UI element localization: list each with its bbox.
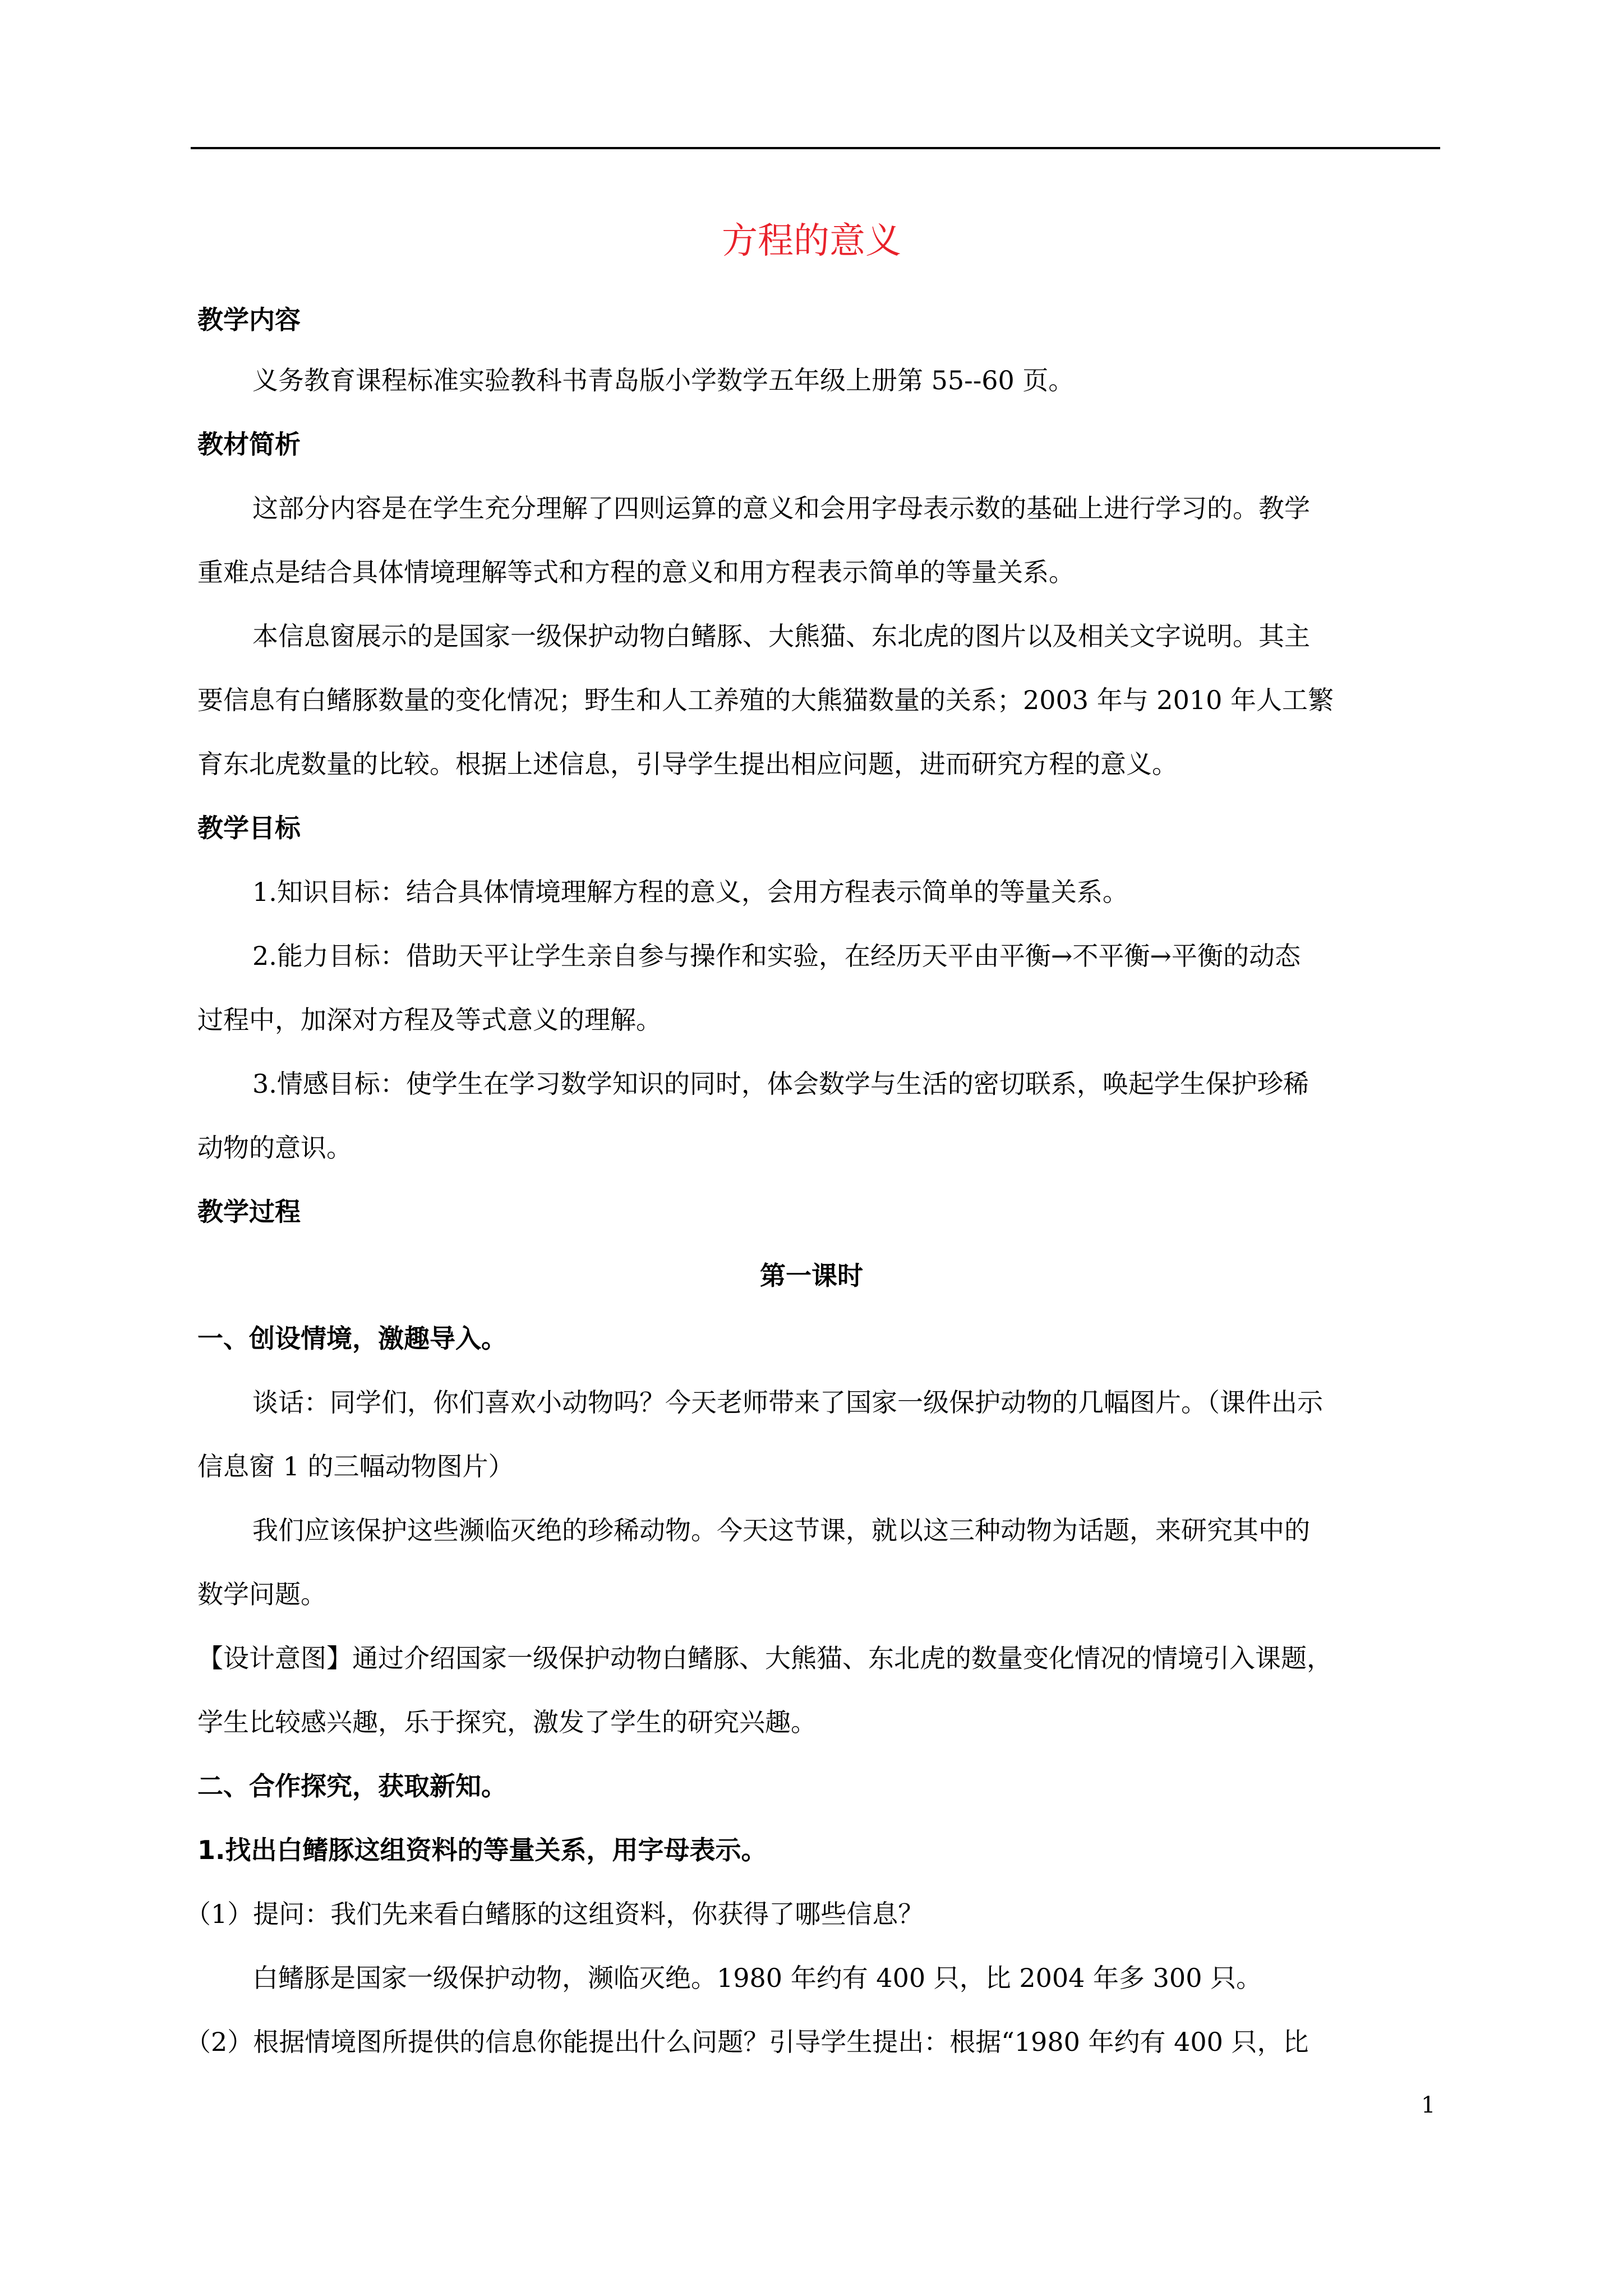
paragraph-line: 信息窗 1 的三幅动物图片） [197,1451,514,1481]
paragraph-line: 过程中，加深对方程及等式意义的理解。 [197,1005,662,1035]
paragraph-line: 2.能力目标：借助天平让学生亲自参与操作和实验，在经历天平由平衡→不平衡→平衡的动态 [252,941,1301,971]
paragraph-line: （1）提问：我们先来看白鳍豚的这组资料，你获得了哪些信息？ [185,1899,924,1929]
step-heading: 二、合作探究，获取新知。 [197,1771,507,1801]
section-heading-process: 教学过程 [197,1197,301,1227]
paragraph-line: 动物的意识。 [197,1133,352,1163]
paragraph-line: 学生比较感兴趣，乐于探究，激发了学生的研究兴趣。 [197,1707,817,1737]
paragraph-line: 3.情感目标：使学生在学习数学知识的同时，体会数学与生活的密切联系，唤起学生保护珍稀 [252,1069,1309,1099]
paragraph-line: 要信息有白鳍豚数量的变化情况；野生和人工养殖的大熊猫数量的关系；2003 年与 2010 年人工繁 [197,685,1334,715]
header-rule [191,147,1440,149]
paragraph-line: 这部分内容是在学生充分理解了四则运算的意义和会用字母表示数的基础上进行学习的。教学 [252,493,1310,523]
paragraph-line: 育东北虎数量的比较。根据上述信息，引导学生提出相应问题，进而研究方程的意义。 [197,749,1178,779]
paragraph-line: 1.知识目标：结合具体情境理解方程的意义，会用方程表示简单的等量关系。 [252,877,1128,907]
paragraph-line: 义务教育课程标准实验教科书青岛版小学数学五年级上册第 55--60 页。 [252,365,1075,395]
paragraph-line: 我们应该保护这些濒临灭绝的珍稀动物。今天这节课，就以这三种动物为话题，来研究其中的 [252,1515,1310,1545]
paragraph-line: 数学问题。 [197,1579,326,1609]
paragraph-line: 本信息窗展示的是国家一级保护动物白鳍豚、大熊猫、东北虎的图片以及相关文字说明。其主 [252,621,1310,651]
paragraph-line: 重难点是结合具体情境理解等式和方程的意义和用方程表示简单的等量关系。 [197,557,1075,587]
step-subheading: 1.找出白鳍豚这组资料的等量关系，用字母表示。 [197,1835,767,1865]
section-heading-analysis: 教材简析 [197,429,301,459]
page-title: 方程的意义 [722,220,901,262]
step-heading: 一、创设情境，激趣导入。 [197,1323,507,1354]
paragraph-line: 白鳍豚是国家一级保护动物，濒临灭绝。1980 年约有 400 只，比 2004 年多 300 只。 [252,1963,1262,1993]
page-number: 1 [1421,2092,1436,2118]
design-intent-line: 【设计意图】通过介绍国家一级保护动物白鳍豚、大熊猫、东北虎的数量变化情况的情境引入课题， [197,1643,1332,1673]
section-heading-content: 教学内容 [197,305,301,335]
section-heading-goals: 教学目标 [197,813,301,843]
paragraph-line: （2）根据情境图所提供的信息你能提出什么问题？引导学生提出：根据“1980 年约有 400 只，比 [185,2027,1309,2057]
lesson-heading: 第一课时 [760,1260,863,1291]
paragraph-line: 谈话：同学们，你们喜欢小动物吗？今天老师带来了国家一级保护动物的几幅图片。（课件出示 [252,1387,1323,1418]
